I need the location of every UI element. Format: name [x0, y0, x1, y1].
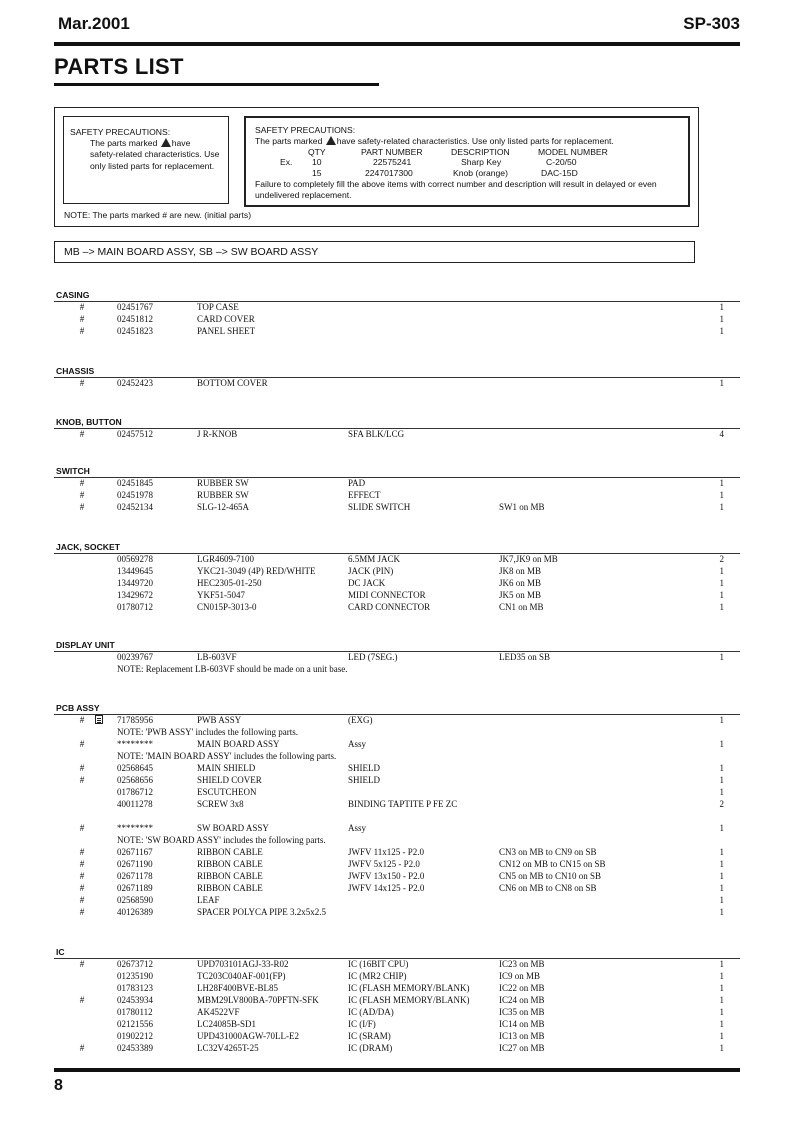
- part-mark: #: [79, 895, 85, 905]
- part-row: [0, 983, 794, 995]
- ex2-qty: 15: [312, 168, 322, 179]
- part-note: IC9 on MB: [499, 971, 541, 981]
- safety-warning-line2: undelivered replacement.: [255, 189, 352, 200]
- part-row: [0, 1007, 794, 1019]
- part-row: [0, 602, 794, 614]
- part-pn: 02451978: [117, 490, 153, 500]
- safety-warning-line1: Failure to completely fill the above items with correct number and description will result in delayed or even: [255, 178, 657, 189]
- part-note: IC14 on MB: [499, 1019, 545, 1029]
- part-qty: 1: [719, 652, 724, 662]
- part-desc: CARD COVER: [197, 314, 255, 324]
- safety-box: [54, 107, 699, 227]
- part-note: SW1 on MB: [499, 502, 545, 512]
- part-pn: 01780112: [117, 1007, 153, 1017]
- section-title: JACK, SOCKET: [56, 542, 120, 552]
- part-qty: 1: [719, 502, 724, 512]
- part-row: [0, 715, 794, 727]
- part-pn: 71785956: [117, 715, 153, 725]
- part-pn: 00569278: [117, 554, 153, 564]
- board-legend: MB –> MAIN BOARD ASSY, SB –> SW BOARD ASSY: [54, 241, 695, 263]
- part-note: JK5 on MB: [499, 590, 542, 600]
- header-date: Mar.2001: [58, 14, 130, 33]
- part-pn: 02671190: [117, 859, 153, 869]
- part-mark: #: [79, 502, 85, 512]
- part-pn: 02673712: [117, 959, 153, 969]
- part-note: JK6 on MB: [499, 578, 542, 588]
- section-title: CASING: [56, 290, 90, 300]
- safety-box-left: [63, 116, 229, 204]
- part-row: [0, 907, 794, 919]
- part-qty: 1: [719, 326, 724, 336]
- part-mark: #: [79, 1043, 85, 1053]
- note-row: [0, 664, 794, 676]
- safety-right-heading: SAFETY PRECAUTIONS:: [255, 125, 356, 135]
- part-row: [0, 1019, 794, 1031]
- part-qty: 1: [719, 590, 724, 600]
- ex1-model: C-20/50: [546, 157, 577, 168]
- part-spec: 6.5MM JACK: [348, 554, 401, 564]
- part-mark: #: [79, 739, 85, 749]
- section-title: PCB ASSY: [56, 703, 100, 713]
- col-model-header: MODEL NUMBER: [538, 146, 608, 157]
- part-desc: MAIN SHIELD: [197, 763, 256, 773]
- col-desc-header: DESCRIPTION: [451, 146, 510, 157]
- part-pn: 01235190: [117, 971, 153, 981]
- safety-left-heading: SAFETY PRECAUTIONS:: [70, 127, 171, 137]
- part-desc: SPACER POLYCA PIPE 3.2x5x2.5: [197, 907, 327, 917]
- part-row: [0, 787, 794, 799]
- part-pn: ********: [117, 823, 153, 833]
- part-qty: 2: [719, 554, 724, 564]
- part-desc: TC203C040AF-001(FP): [197, 971, 286, 981]
- part-mark: #: [79, 490, 85, 500]
- col-pn-header: PART NUMBER: [361, 146, 423, 157]
- part-mark: #: [79, 326, 85, 336]
- part-qty: 1: [719, 871, 724, 881]
- part-desc: CN015P-3013-0: [197, 602, 257, 612]
- part-pn: 13429672: [117, 590, 153, 600]
- part-qty: 1: [719, 787, 724, 797]
- part-pn: 01902212: [117, 1031, 153, 1041]
- part-desc: YKC21-3049 (4P) RED/WHITE: [197, 566, 316, 576]
- part-spec: IC (FLASH MEMORY/BLANK): [348, 995, 470, 1005]
- part-row: [0, 590, 794, 602]
- part-note: CN3 on MB to CN9 on SB: [499, 847, 597, 857]
- part-note: CN5 on MB to CN10 on SB: [499, 871, 602, 881]
- part-spec: Assy: [348, 739, 367, 749]
- part-spec: JWFV 14x125 - P2.0: [348, 883, 425, 893]
- part-row: [0, 490, 794, 502]
- part-mark: #: [79, 715, 85, 725]
- part-row: [0, 302, 794, 314]
- part-desc: LEAF: [197, 895, 220, 905]
- page-title: PARTS LIST: [54, 54, 184, 79]
- part-spec: IC (16BIT CPU): [348, 959, 409, 969]
- part-qty: 1: [719, 314, 724, 324]
- part-desc: HEC2305-01-250: [197, 578, 262, 588]
- part-qty: 1: [719, 478, 724, 488]
- part-pn: 02568645: [117, 763, 153, 773]
- part-desc: SCREW 3x8: [197, 799, 244, 809]
- title-underline: [54, 83, 379, 86]
- part-mark: #: [79, 995, 85, 1005]
- part-spec: JACK (PIN): [348, 566, 394, 576]
- part-desc: RIBBON CABLE: [197, 871, 263, 881]
- col-qty-header: QTY: [308, 146, 326, 157]
- safety-example-1: [255, 157, 688, 168]
- part-pn: 01783123: [117, 983, 153, 993]
- ex2-pn: 2247017300: [365, 168, 413, 179]
- part-row: [0, 895, 794, 907]
- safety-example-2: [255, 168, 688, 179]
- part-pn: 40126389: [117, 907, 153, 917]
- part-qty: 1: [719, 302, 724, 312]
- part-row: [0, 502, 794, 514]
- part-desc: YKF51-5047: [197, 590, 246, 600]
- part-row: [0, 554, 794, 566]
- part-desc: RUBBER SW: [197, 490, 249, 500]
- part-mark: #: [79, 883, 85, 893]
- part-note: JK7,JK9 on MB: [499, 554, 558, 564]
- part-qty: 1: [719, 907, 724, 917]
- part-pn: 13449645: [117, 566, 153, 576]
- part-pn: 02453934: [117, 995, 153, 1005]
- section-title: CHASSIS: [56, 366, 95, 376]
- part-desc: RUBBER SW: [197, 478, 249, 488]
- safety-left-line1a: The parts marked: [90, 138, 158, 149]
- safety-right-line1: [255, 136, 688, 147]
- part-note: IC35 on MB: [499, 1007, 545, 1017]
- safety-left-line2: safety-related characteristics. Use: [90, 149, 220, 160]
- part-row: [0, 775, 794, 787]
- part-spec: LED (7SEG.): [348, 652, 398, 662]
- part-spec: Assy: [348, 823, 367, 833]
- part-desc: RIBBON CABLE: [197, 847, 263, 857]
- part-spec: JWFV 11x125 - P2.0: [348, 847, 425, 857]
- part-qty: 1: [719, 995, 724, 1005]
- part-row: [0, 478, 794, 490]
- part-pn: 02568656: [117, 775, 153, 785]
- part-qty: 1: [719, 847, 724, 857]
- part-qty: 1: [719, 378, 724, 388]
- part-mark: #: [79, 871, 85, 881]
- header-model: SP-303: [683, 14, 740, 33]
- part-desc: RIBBON CABLE: [197, 859, 263, 869]
- warning-triangle-icon: [326, 136, 336, 145]
- part-spec: IC (SRAM): [348, 1031, 391, 1041]
- part-qty: 1: [719, 1031, 724, 1041]
- part-qty: 1: [719, 823, 724, 833]
- part-pn: 02451767: [117, 302, 153, 312]
- part-pn: 40011278: [117, 799, 153, 809]
- part-row: [0, 578, 794, 590]
- part-mark: #: [79, 378, 85, 388]
- part-row: [0, 378, 794, 390]
- part-pn: 13449720: [117, 578, 153, 588]
- part-desc: ESCUTCHEON: [197, 787, 257, 797]
- part-pn: 02451812: [117, 314, 153, 324]
- part-row: [0, 1043, 794, 1055]
- part-qty: 1: [719, 971, 724, 981]
- safety-box-right: [244, 116, 690, 207]
- part-spec: IC (I/F): [348, 1019, 376, 1029]
- row-note-text: NOTE: 'SW BOARD ASSY' includes the following parts.: [117, 835, 326, 845]
- ex-label: Ex.: [280, 157, 293, 168]
- part-note: LED35 on SB: [499, 652, 551, 662]
- part-pn: 02452423: [117, 378, 153, 388]
- safety-note: NOTE: The parts marked # are new. (initial parts): [64, 210, 252, 220]
- part-desc: LC32V4265T-25: [197, 1043, 259, 1053]
- part-qty: 1: [719, 566, 724, 576]
- footer-rule: [54, 1068, 740, 1072]
- part-qty: 1: [719, 715, 724, 725]
- part-pn: 01786712: [117, 787, 153, 797]
- part-row: [0, 859, 794, 871]
- part-row: [0, 763, 794, 775]
- part-note: IC27 on MB: [499, 1043, 545, 1053]
- part-note: IC24 on MB: [499, 995, 545, 1005]
- part-note: IC22 on MB: [499, 983, 545, 993]
- part-row: [0, 566, 794, 578]
- part-qty: 1: [719, 1043, 724, 1053]
- part-pn: 00239767: [117, 652, 153, 662]
- part-pn: 02671167: [117, 847, 153, 857]
- part-row: [0, 847, 794, 859]
- part-spec: EFFECT: [348, 490, 381, 500]
- part-row: [0, 739, 794, 751]
- part-spec: (EXG): [348, 715, 373, 725]
- part-pn: 02457512: [117, 429, 153, 439]
- part-desc: MAIN BOARD ASSY: [197, 739, 280, 749]
- section-title: SWITCH: [56, 466, 90, 476]
- part-pn: 02453389: [117, 1043, 153, 1053]
- part-qty: 1: [719, 859, 724, 869]
- part-row: [0, 314, 794, 326]
- part-desc: BOTTOM COVER: [197, 378, 268, 388]
- part-spec: DC JACK: [348, 578, 386, 588]
- part-pn: 02451823: [117, 326, 153, 336]
- part-desc: SLG-12-465A: [197, 502, 249, 512]
- part-spec: JWFV 13x150 - P2.0: [348, 871, 425, 881]
- part-pn: ********: [117, 739, 153, 749]
- part-qty: 1: [719, 490, 724, 500]
- part-qty: 1: [719, 883, 724, 893]
- part-desc: LB-603VF: [197, 652, 237, 662]
- part-row: [0, 1031, 794, 1043]
- part-row: [0, 971, 794, 983]
- part-spec: IC (MR2 CHIP): [348, 971, 407, 981]
- part-spec: PAD: [348, 478, 366, 488]
- part-desc: UPD431000AGW-70LL-E2: [197, 1031, 299, 1041]
- part-qty: 1: [719, 959, 724, 969]
- part-spec: MIDI CONNECTOR: [348, 590, 426, 600]
- part-mark: #: [79, 478, 85, 488]
- ex2-desc: Knob (orange): [453, 168, 508, 179]
- safety-left-line1b: have: [171, 138, 191, 149]
- safety-left-line1: [70, 138, 228, 149]
- part-mark: #: [79, 959, 85, 969]
- part-mark: #: [79, 823, 85, 833]
- section-title: KNOB, BUTTON: [56, 417, 122, 427]
- ex1-desc: Sharp Key: [461, 157, 502, 168]
- part-mark: #: [79, 775, 85, 785]
- part-spec: SFA BLK/LCG: [348, 429, 405, 439]
- ex1-qty: 10: [312, 157, 322, 168]
- part-spec: SHIELD: [348, 775, 380, 785]
- part-desc: UPD703101AGJ-33-R02: [197, 959, 289, 969]
- part-spec: JWFV 5x125 - P2.0: [348, 859, 420, 869]
- part-qty: 1: [719, 763, 724, 773]
- safety-col-headers: [255, 147, 688, 158]
- ex2-model: DAC-15D: [541, 168, 578, 179]
- safety-right-line1b: have safety-related characteristics. Use only listed parts for replacement.: [336, 135, 614, 146]
- part-pn: 02671189: [117, 883, 153, 893]
- part-mark: #: [79, 314, 85, 324]
- part-qty: 1: [719, 1019, 724, 1029]
- part-desc: LH28F400BVE-BL85: [197, 983, 278, 993]
- part-qty: 1: [719, 739, 724, 749]
- part-row: [0, 995, 794, 1007]
- part-qty: 1: [719, 983, 724, 993]
- part-pn: 02452134: [117, 502, 153, 512]
- part-spec: IC (DRAM): [348, 1043, 393, 1053]
- part-desc: AK4522VF: [197, 1007, 240, 1017]
- part-row: [0, 871, 794, 883]
- part-mark: #: [79, 847, 85, 857]
- part-desc: LC24085B-SD1: [197, 1019, 257, 1029]
- part-desc: LGR4609-7100: [197, 554, 254, 564]
- note-row: [0, 751, 794, 763]
- part-row: [0, 799, 794, 811]
- part-qty: 1: [719, 1007, 724, 1017]
- note-row: [0, 727, 794, 739]
- note-row: [0, 835, 794, 847]
- part-note: CN12 on MB to CN15 on SB: [499, 859, 606, 869]
- safety-left-line3: only listed parts for replacement.: [90, 160, 215, 171]
- safety-right-line1a: The parts marked: [255, 135, 323, 146]
- part-qty: 1: [719, 775, 724, 785]
- part-row: [0, 883, 794, 895]
- part-spec: IC (FLASH MEMORY/BLANK): [348, 983, 470, 993]
- part-desc: SHIELD COVER: [197, 775, 262, 785]
- part-row: [0, 326, 794, 338]
- part-qty: 4: [719, 429, 724, 439]
- section-title: DISPLAY UNIT: [56, 640, 115, 650]
- part-note: JK8 on MB: [499, 566, 542, 576]
- part-spec: IC (AD/DA): [348, 1007, 394, 1017]
- part-pn: 01780712: [117, 602, 153, 612]
- row-note-text: NOTE: 'MAIN BOARD ASSY' includes the following parts.: [117, 751, 337, 761]
- part-mark: #: [79, 907, 85, 917]
- part-note: IC23 on MB: [499, 959, 545, 969]
- part-desc: RIBBON CABLE: [197, 883, 263, 893]
- document-icon: [95, 715, 103, 724]
- part-spec: CARD CONNECTOR: [348, 602, 431, 612]
- part-mark: #: [79, 302, 85, 312]
- part-row: [0, 652, 794, 664]
- part-row: [0, 959, 794, 971]
- page-number: 8: [54, 1077, 63, 1094]
- part-mark: #: [79, 429, 85, 439]
- row-note-text: NOTE: Replacement LB-603VF should be made on a unit base.: [117, 664, 348, 674]
- part-row: [0, 823, 794, 835]
- spacer-row: [0, 811, 794, 823]
- part-desc: J R-KNOB: [197, 429, 238, 439]
- part-qty: 1: [719, 602, 724, 612]
- part-pn: 02121556: [117, 1019, 153, 1029]
- part-desc: PWB ASSY: [197, 715, 242, 725]
- part-spec: SHIELD: [348, 763, 380, 773]
- part-desc: PANEL SHEET: [197, 326, 256, 336]
- header-rule: [54, 42, 740, 46]
- section-title: IC: [56, 947, 65, 957]
- part-desc: TOP CASE: [197, 302, 239, 312]
- warning-triangle-icon: [161, 138, 171, 147]
- part-desc: SW BOARD ASSY: [197, 823, 269, 833]
- part-pn: 02671178: [117, 871, 153, 881]
- part-desc: MBM29LV800BA-70PFTN-SFK: [197, 995, 319, 1005]
- part-qty: 2: [719, 799, 724, 809]
- part-note: CN6 on MB to CN8 on SB: [499, 883, 597, 893]
- part-note: CN1 on MB: [499, 602, 544, 612]
- part-pn: 02451845: [117, 478, 153, 488]
- part-mark: #: [79, 859, 85, 869]
- part-spec: SLIDE SWITCH: [348, 502, 411, 512]
- row-note-text: NOTE: 'PWB ASSY' includes the following parts.: [117, 727, 298, 737]
- part-spec: BINDING TAPTITE P FE ZC: [348, 799, 458, 809]
- part-pn: 02568590: [117, 895, 153, 905]
- part-note: IC13 on MB: [499, 1031, 545, 1041]
- part-qty: 1: [719, 895, 724, 905]
- part-mark: #: [79, 763, 85, 773]
- ex1-pn: 22575241: [373, 157, 412, 168]
- part-row: [0, 429, 794, 441]
- part-qty: 1: [719, 578, 724, 588]
